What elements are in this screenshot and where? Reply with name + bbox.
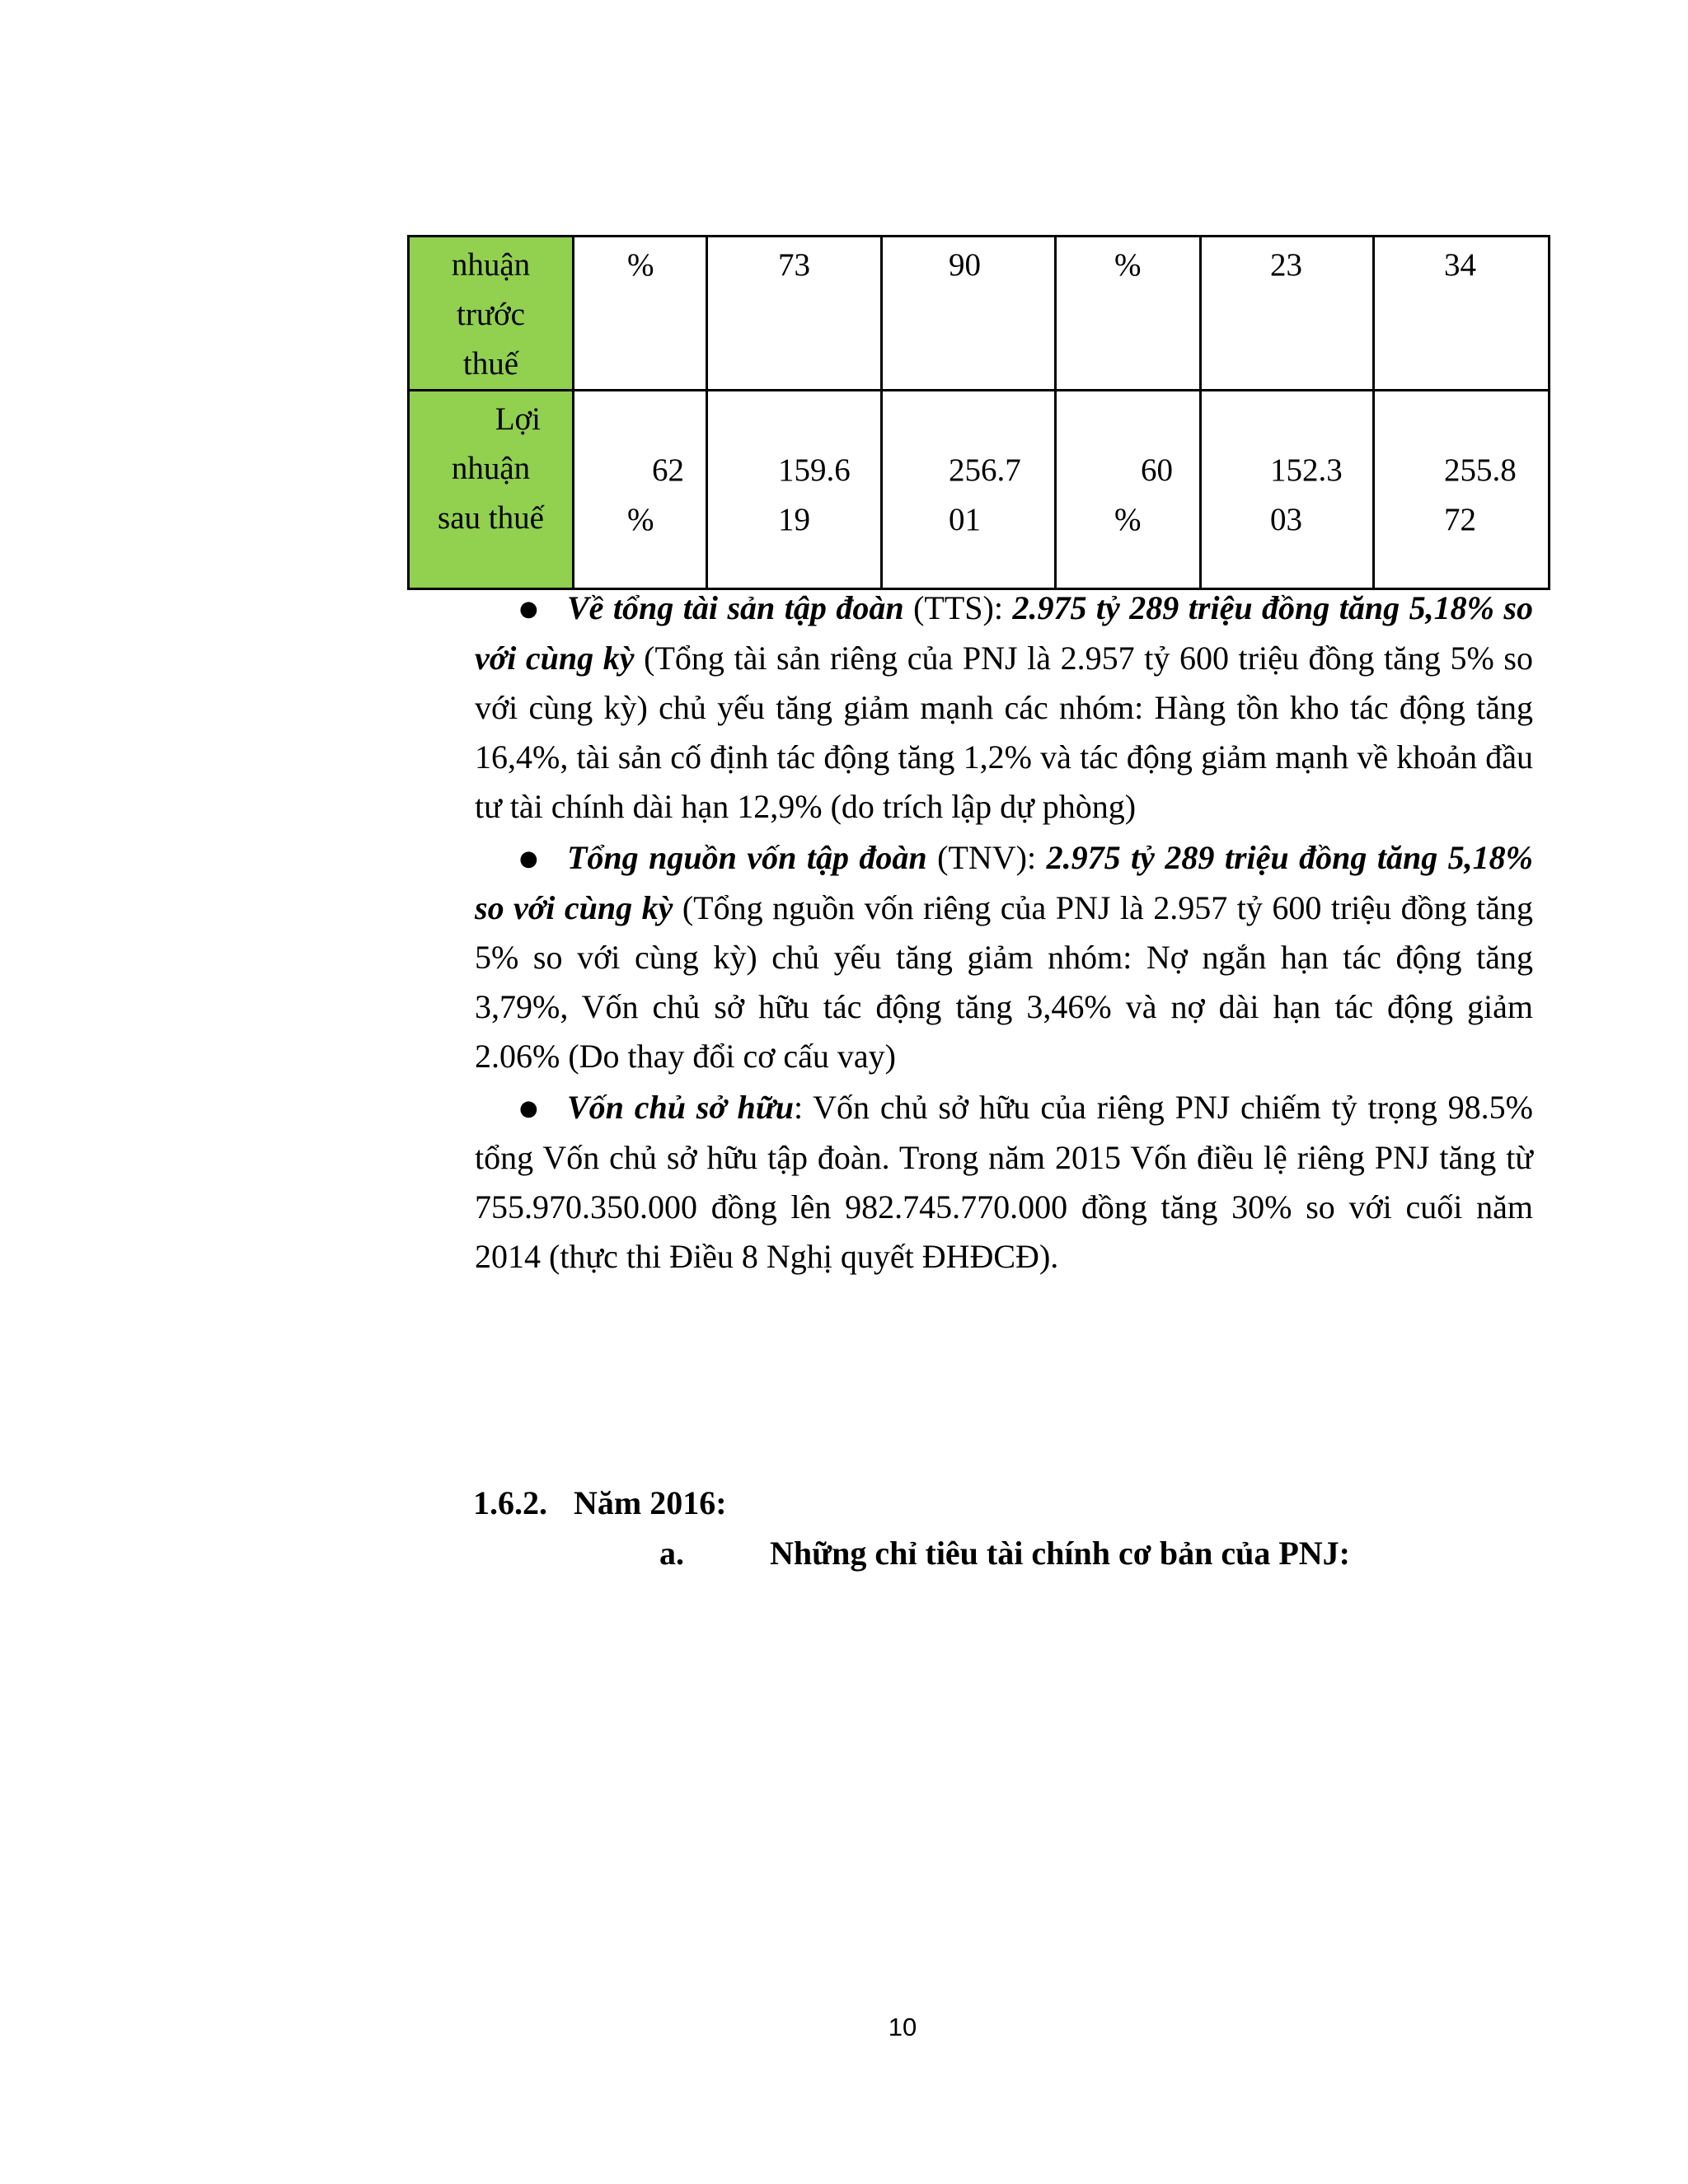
bullet-mid: (TTS): <box>903 589 1013 626</box>
bullet-lead: Vốn chủ sở hữu <box>567 1089 794 1126</box>
cell-line: 152.3 <box>1270 452 1343 488</box>
table-cell <box>707 391 882 589</box>
row-label-line: sau thuế <box>438 500 544 536</box>
cell-line: 255.8 <box>1444 452 1517 488</box>
section-title: Năm 2016: <box>574 1484 727 1521</box>
cell-line: % <box>627 502 654 537</box>
table-cell <box>1056 237 1201 391</box>
table-cell <box>1201 391 1374 589</box>
table-cell <box>882 391 1056 589</box>
table-cell <box>574 237 707 391</box>
section-heading <box>473 1479 727 1528</box>
bullet-paragraph-equity <box>475 1083 1533 1282</box>
cell-line: 23 <box>1270 247 1302 283</box>
row-label-line: nhuận <box>451 247 531 283</box>
bullet-mid: : <box>794 1089 814 1126</box>
subsection-letter: a. <box>659 1535 684 1572</box>
row-label-line: Lợi <box>495 401 541 437</box>
bullet-rest: (Tổng tài sản riêng của PNJ là 2.957 tỷ 600 triệu đồng tăng 5% so với cùng kỳ) chủ yếu tăng giảm mạnh các nhóm: Hàng tồn kho tác động tăng 16,4%, tài sản cố định tác động tăng 1,2% và tác động giảm mạnh về khoản đầu tư tài chính dài hạn 12,9% (do trích lập dự phòng) <box>475 640 1533 825</box>
section-number: 1.6.2. <box>473 1484 547 1521</box>
subsection-title: Những chỉ tiêu tài chính cơ bản của PNJ: <box>770 1535 1351 1572</box>
row-label-line: thuế <box>462 346 519 382</box>
cell-line: 19 <box>778 502 810 537</box>
bullet-highlight: 2.975 tỷ 289 triệu đồng tăng 5,18% so với cùng kỳ <box>475 839 1533 926</box>
bullet-lead: Về tổng tài sản tập đoàn <box>567 589 904 626</box>
cell-line: 90 <box>949 247 981 283</box>
bullet-paragraph-total-assets <box>475 583 1533 832</box>
cell-line: 62 <box>652 452 684 488</box>
bullet-dot-icon: ● <box>519 597 538 621</box>
bullet-rest: (Tổng nguồn vốn riêng của PNJ là 2.957 tỷ 600 triệu đồng tăng 5% so với cùng kỳ) chủ yếu tăng giảm nhóm: Nợ ngắn hạn tác động tăng 3,79%, Vốn chủ sở hữu tác động tăng 3,46% và nợ dài hạn tác động giảm 2.06% (Do thay đổi cơ cấu vay) <box>475 889 1534 1075</box>
cell-line: 01 <box>949 502 981 537</box>
row-label-cell <box>409 237 574 391</box>
table-row-pretax-profit <box>409 237 1550 391</box>
cell-line: 72 <box>1444 502 1476 537</box>
row-label-cell <box>409 391 574 589</box>
table-cell <box>574 391 707 589</box>
body-text <box>475 583 1533 1283</box>
financial-table <box>407 235 1550 590</box>
cell-line: 73 <box>778 247 810 283</box>
cell-line: % <box>1114 502 1142 537</box>
table-cell <box>1056 391 1201 589</box>
cell-line: 03 <box>1270 502 1302 537</box>
table-cell <box>1374 237 1550 391</box>
table-cell <box>882 237 1056 391</box>
bullet-highlight: 2.975 tỷ 289 triệu đồng tăng 5,18% so với cùng kỳ <box>475 589 1533 677</box>
cell-line: 256.7 <box>949 452 1021 488</box>
table-cell <box>1374 391 1550 589</box>
bullet-dot-icon: ● <box>519 1096 538 1121</box>
table-row-net-profit <box>409 391 1550 589</box>
bullet-paragraph-total-capital <box>475 833 1533 1081</box>
page-number: 10 <box>888 2013 917 2041</box>
subsection-heading <box>659 1529 1350 1578</box>
bullet-mid: (TNV): <box>926 839 1047 876</box>
row-label-line: nhuận <box>451 451 531 486</box>
cell-line: 159.6 <box>778 452 851 488</box>
bullet-rest: Vốn chủ sở hữu của riêng PNJ chiếm tỷ trọng 98.5% tổng Vốn chủ sở hữu tập đoàn. Trong năm 2015 Vốn điều lệ riêng PNJ tăng từ 755.970.350.000 đồng lên 982.745.770.000 đồng tăng 30% so với cuối năm 2014 (thực thi Điều 8 Nghị quyết ĐHĐCĐ). <box>475 1089 1533 1275</box>
cell-line: % <box>1114 247 1142 283</box>
bullet-lead: Tổng nguồn vốn tập đoàn <box>567 839 927 876</box>
cell-line: 34 <box>1444 247 1476 283</box>
cell-line: 60 <box>1141 452 1173 488</box>
table-cell <box>707 237 882 391</box>
bullet-dot-icon: ● <box>519 846 538 871</box>
table-cell <box>1201 237 1374 391</box>
cell-line: % <box>627 247 654 283</box>
row-label-line: trước <box>457 297 525 332</box>
